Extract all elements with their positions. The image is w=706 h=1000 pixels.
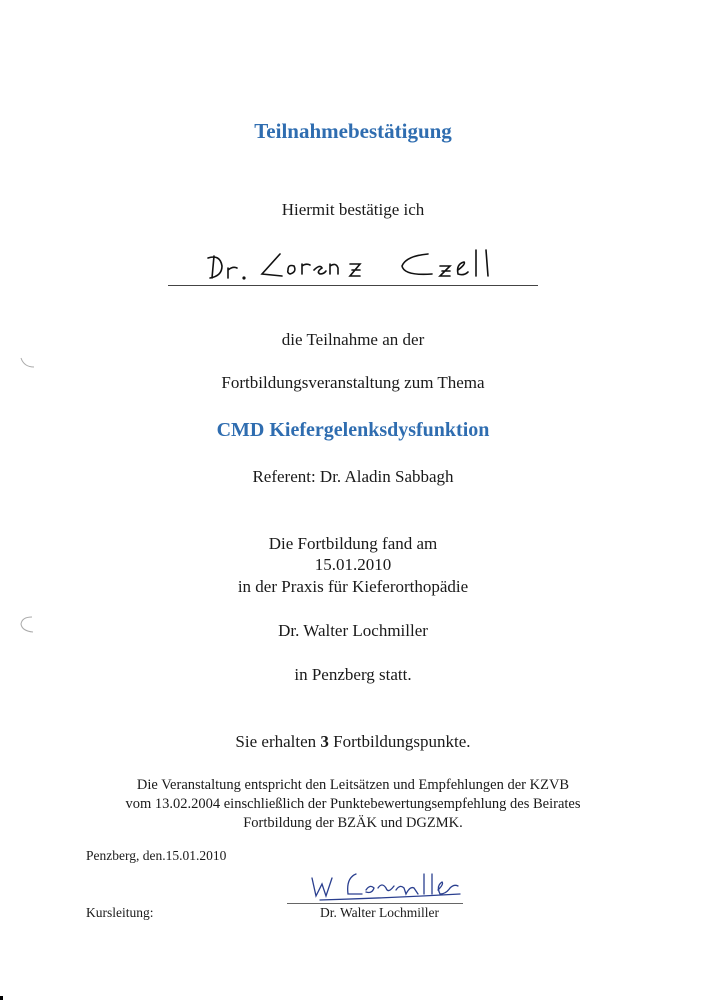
points-suffix: Fortbildungspunkte. bbox=[328, 732, 471, 751]
speaker-text: Referent: Dr. Aladin Sabbagh bbox=[252, 467, 454, 486]
participation-text: die Teilnahme an der bbox=[281, 330, 425, 349]
handwritten-signature bbox=[300, 864, 470, 904]
date-intro-text: Die Fortbildung fand am bbox=[268, 534, 438, 553]
points-text bbox=[0, 732, 706, 752]
practice-owner: Dr. Walter Lochmiller bbox=[278, 621, 428, 640]
signature-line bbox=[287, 903, 463, 904]
edge-mark bbox=[0, 996, 3, 1000]
signature-name: Dr. Walter Lochmiller bbox=[320, 905, 440, 920]
event-topic: CMD Kiefergelenksdysfunktion bbox=[216, 419, 490, 441]
city-text: in Penzberg statt. bbox=[294, 665, 412, 684]
points-value: 3 bbox=[320, 732, 329, 751]
certificate-title: Teilnahmebestätigung bbox=[254, 119, 452, 143]
location-text: in der Praxis für Kieferorthopädie bbox=[237, 577, 469, 596]
punch-hole-mark bbox=[18, 350, 38, 370]
compliance-line-2: vom 13.02.2004 einschließlich der Punktebewertungsempfehlung des Beirates bbox=[125, 796, 581, 812]
name-underline bbox=[168, 285, 538, 286]
event-date: 15.01.2010 bbox=[314, 555, 392, 574]
compliance-line-3: Fortbildung der BZÄK und DGZMK. bbox=[243, 815, 463, 831]
points-prefix: Sie erhalten bbox=[235, 732, 321, 751]
compliance-line-1: Die Veranstaltung entspricht den Leitsätzen und Empfehlungen der KZVB bbox=[136, 777, 570, 793]
course-lead-label: Kursleitung: bbox=[86, 905, 154, 920]
event-text: Fortbildungsveranstaltung zum Thema bbox=[221, 373, 485, 392]
handwritten-participant-name bbox=[170, 236, 540, 286]
intro-text: Hiermit bestätige ich bbox=[281, 200, 425, 219]
place-date: Penzberg, den.15.01.2010 bbox=[86, 848, 227, 863]
